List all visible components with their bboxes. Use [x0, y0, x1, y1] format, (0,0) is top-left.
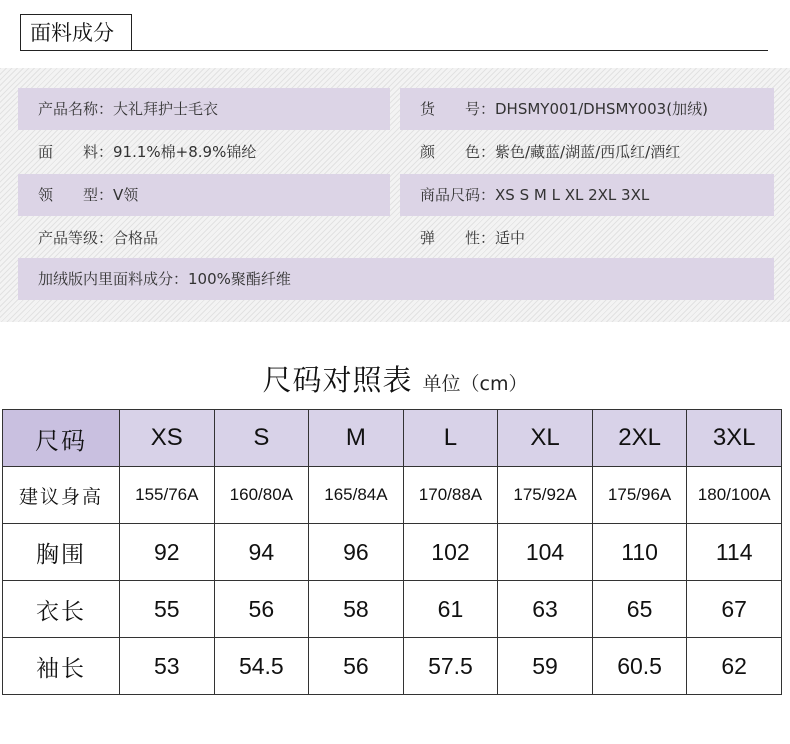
table-cell: 104	[498, 524, 593, 581]
table-cell: 155/76A	[120, 467, 215, 524]
table-cell: 57.5	[403, 638, 498, 695]
info-colors: 颜 色：紫色/藏蓝/湖蓝/西瓜红/酒红	[420, 143, 681, 161]
table-cell: 114	[687, 524, 782, 581]
table-row-chest	[3, 524, 782, 581]
size-col-s: S	[214, 410, 309, 467]
table-cell: 53	[120, 638, 215, 695]
table-cell: 62	[687, 638, 782, 695]
table-cell: 61	[403, 581, 498, 638]
size-header-row	[3, 410, 782, 467]
table-cell: 102	[403, 524, 498, 581]
table-cell: 65	[592, 581, 687, 638]
section-title: 面料成分	[30, 21, 114, 45]
row-label-sleeve: 袖长	[3, 638, 120, 695]
table-cell: 55	[120, 581, 215, 638]
table-cell: 92	[120, 524, 215, 581]
size-chart-table	[2, 409, 782, 695]
table-cell: 160/80A	[214, 467, 309, 524]
size-col-l: L	[403, 410, 498, 467]
size-col-xs: XS	[120, 410, 215, 467]
table-cell: 165/84A	[309, 467, 404, 524]
table-row-length	[3, 581, 782, 638]
table-cell: 58	[309, 581, 404, 638]
info-item-number: 货 号：DHSMY001/DHSMY003(加绒)	[400, 88, 774, 130]
info-collar: 领 型：V领	[18, 174, 390, 216]
table-cell: 94	[214, 524, 309, 581]
table-cell: 170/88A	[403, 467, 498, 524]
size-chart-heading	[0, 358, 790, 399]
table-cell: 54.5	[214, 638, 309, 695]
table-cell: 63	[498, 581, 593, 638]
table-cell: 56	[309, 638, 404, 695]
size-col-2xl: 2XL	[592, 410, 687, 467]
table-row-height	[3, 467, 782, 524]
info-fabric: 面 料：91.1%棉+8.9%锦纶	[38, 143, 257, 161]
title-divider	[20, 50, 768, 51]
table-cell: 60.5	[592, 638, 687, 695]
size-col-m: M	[309, 410, 404, 467]
table-cell: 59	[498, 638, 593, 695]
row-label-chest: 胸围	[3, 524, 120, 581]
size-header-label: 尺码	[3, 410, 120, 467]
table-cell: 180/100A	[687, 467, 782, 524]
row-label-length: 衣长	[3, 581, 120, 638]
info-sizes: 商品尺码：XS S M L XL 2XL 3XL	[400, 174, 774, 216]
table-row-sleeve	[3, 638, 782, 695]
info-lining: 加绒版内里面料成分：100%聚酯纤维	[18, 258, 774, 300]
info-grade: 产品等级：合格品	[38, 229, 159, 247]
table-cell: 175/96A	[592, 467, 687, 524]
info-elasticity: 弹 性：适中	[420, 229, 526, 247]
table-cell: 56	[214, 581, 309, 638]
table-cell: 96	[309, 524, 404, 581]
row-label-height: 建议身高	[3, 467, 120, 524]
table-cell: 67	[687, 581, 782, 638]
table-cell: 110	[592, 524, 687, 581]
table-cell: 175/92A	[498, 467, 593, 524]
size-col-xl: XL	[498, 410, 593, 467]
size-chart-unit: 单位（cm）	[422, 373, 528, 395]
size-col-3xl: 3XL	[687, 410, 782, 467]
size-chart-title: 尺码对照表	[262, 363, 413, 397]
product-info-panel	[0, 68, 790, 322]
info-product-name: 产品名称：大礼拜护士毛衣	[18, 88, 390, 130]
